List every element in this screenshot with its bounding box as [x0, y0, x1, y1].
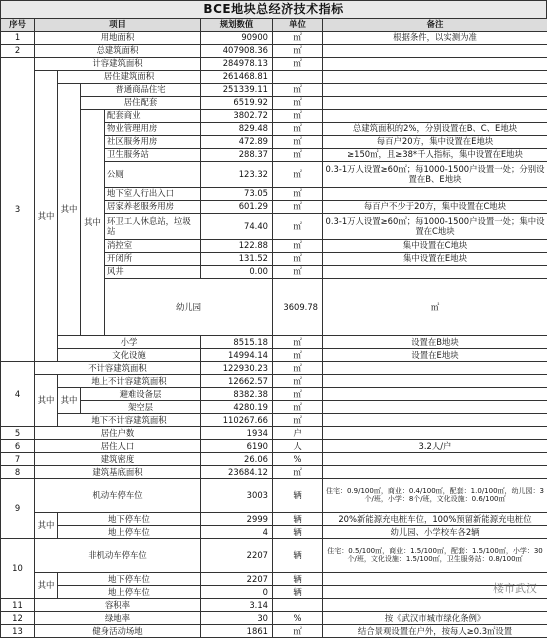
value-cell: 1861: [201, 625, 273, 638]
value-cell: 90900: [201, 32, 273, 45]
item-cell: 居住人口: [35, 440, 201, 453]
note-cell: [323, 453, 547, 466]
item-cell: 不计容建筑面积: [35, 362, 201, 375]
unit-cell: 辆: [273, 539, 323, 573]
value-cell: 6190: [201, 440, 273, 453]
item-cell: 地上停车位: [58, 526, 201, 539]
unit-cell: ㎡: [273, 362, 323, 375]
seq-cell: 6: [1, 440, 35, 453]
value-cell: 0.00: [201, 266, 273, 279]
item-cell: 绿地率: [35, 612, 201, 625]
unit-cell: ㎡: [323, 279, 547, 336]
note-cell: 结合景观设置在户外，按每人≥0.3㎡设置: [323, 625, 547, 638]
unit-cell: ㎡: [273, 266, 323, 279]
note-cell: [323, 427, 547, 440]
note-cell: [323, 414, 547, 427]
unit-cell: ㎡: [273, 401, 323, 414]
value-cell: 6519.92: [201, 97, 273, 110]
unit-cell: ㎡: [273, 162, 323, 188]
qizhong-label: 其中: [35, 513, 58, 539]
item-cell: 地上停车位: [58, 586, 201, 599]
value-cell: 30: [201, 612, 273, 625]
value-cell: 122930.23: [201, 362, 273, 375]
item-cell: 地上不计容建筑面积: [58, 375, 201, 388]
item-cell: 避难设备层: [81, 388, 201, 401]
qizhong-label: 其中: [81, 110, 105, 336]
note-cell: 0.3-1万人设置≥60㎡；每1000-1500户设置一处；分别设置在B、E地块: [323, 162, 547, 188]
value-cell: 2999: [201, 513, 273, 526]
item-cell: 居住建筑面积: [58, 71, 201, 84]
unit-cell: 人: [273, 440, 323, 453]
item-cell: 容积率: [35, 599, 201, 612]
value-cell: 407908.36: [201, 45, 273, 58]
value-cell: 829.48: [201, 123, 273, 136]
item-cell: 用地面积: [35, 32, 201, 45]
qizhong-label: 其中: [35, 375, 58, 427]
unit-cell: ㎡: [273, 201, 323, 214]
header-unit: 单位: [273, 19, 323, 32]
value-cell: 2207: [201, 539, 273, 573]
unit-cell: ㎡: [273, 123, 323, 136]
value-cell: 284978.13: [201, 58, 273, 71]
item-cell: 居住配套: [81, 97, 201, 110]
value-cell: 601.29: [201, 201, 273, 214]
value-cell: 14994.14: [201, 349, 273, 362]
value-cell: 0: [201, 586, 273, 599]
note-cell: 根据条件，以实测为准: [323, 32, 547, 45]
note-cell: [323, 388, 547, 401]
value-cell: 3802.72: [201, 110, 273, 123]
unit-cell: ㎡: [273, 136, 323, 149]
unit-cell: ㎡: [273, 388, 323, 401]
value-cell: 3003: [201, 479, 273, 513]
note-cell: [323, 97, 547, 110]
qizhong-label: 其中: [58, 84, 81, 336]
seq-cell: 2: [1, 45, 35, 58]
note-cell: 住宅：0.5/100㎡，商业：1.5/100㎡，配套：1.5/100㎡，小学：30个/班，文化设施：1.5/100㎡，卫生服务站：0.8/100㎡: [323, 539, 547, 573]
item-cell: 文化设施: [58, 349, 201, 362]
note-cell: 20%新能源充电桩车位，100%预留新能源充电桩位: [323, 513, 547, 526]
unit-cell: 辆: [273, 513, 323, 526]
item-cell: 地下停车位: [58, 573, 201, 586]
value-cell: 261468.81: [201, 71, 273, 84]
item-cell: 风井: [105, 266, 201, 279]
seq-cell: 10: [1, 539, 35, 599]
item-cell: 消控室: [105, 240, 201, 253]
value-cell: 1934: [201, 427, 273, 440]
item-cell: 居住户数: [35, 427, 201, 440]
header-item: 项目: [35, 19, 201, 32]
seq-cell: 13: [1, 625, 35, 638]
unit-cell: ㎡: [273, 253, 323, 266]
unit-cell: ㎡: [273, 414, 323, 427]
item-cell: 架空层: [81, 401, 201, 414]
unit-cell: %: [273, 453, 323, 466]
unit-cell: 户: [273, 427, 323, 440]
unit-cell: 辆: [273, 526, 323, 539]
note-cell: 按《武汉市城市绿化条例》: [323, 612, 547, 625]
item-cell: 卫生服务站: [105, 149, 201, 162]
item-cell: 幼儿园: [105, 279, 273, 336]
note-cell: 集中设置在C地块: [323, 240, 547, 253]
unit-cell: %: [273, 612, 323, 625]
note-cell: [323, 375, 547, 388]
qizhong-label: 其中: [35, 71, 58, 362]
note-cell: 住宅：0.9/100㎡，商业：0.4/100㎡，配套：1.0/100㎡，幼儿园：3个/班，小学：8个/班，文化设施：0.6/100㎡: [323, 479, 547, 513]
unit-cell: 辆: [273, 479, 323, 513]
note-cell: 3.2人/户: [323, 440, 547, 453]
item-cell: 普通商品住宅: [81, 84, 201, 97]
value-cell: 131.52: [201, 253, 273, 266]
unit-cell: ㎡: [273, 58, 323, 71]
watermark: 楼市武汉: [493, 580, 537, 596]
note-cell: 设置在E地块: [323, 349, 547, 362]
note-cell: [323, 599, 547, 612]
value-cell: 3.14: [201, 599, 273, 612]
item-cell: 非机动车停车位: [35, 539, 201, 573]
note-cell: 每百户20方，集中设置在E地块: [323, 136, 547, 149]
header-note: 备注: [323, 19, 547, 32]
value-cell: 2207: [201, 573, 273, 586]
item-cell: 建筑密度: [35, 453, 201, 466]
unit-cell: ㎡: [273, 466, 323, 479]
note-cell: [323, 188, 547, 201]
item-cell: 健身活动场地: [35, 625, 201, 638]
item-cell: 公厕: [105, 162, 201, 188]
item-cell: 建筑基底面积: [35, 466, 201, 479]
note-cell: [323, 84, 547, 97]
value-cell: 4: [201, 526, 273, 539]
unit-cell: ㎡: [273, 149, 323, 162]
value-cell: 288.37: [201, 149, 273, 162]
note-cell: ≥150㎡，且≥38*千人指标，集中设置在E地块: [323, 149, 547, 162]
value-cell: 26.06: [201, 453, 273, 466]
item-cell: 配套商业: [105, 110, 201, 123]
value-cell: 74.40: [201, 214, 273, 240]
unit-cell: ㎡: [273, 32, 323, 45]
value-cell: 123.32: [201, 162, 273, 188]
value-cell: 251339.11: [201, 84, 273, 97]
value-cell: 23684.12: [201, 466, 273, 479]
unit-cell: ㎡: [273, 188, 323, 201]
unit-cell: [273, 71, 323, 84]
note-cell: 每百户不少于20方，集中设置在C地块: [323, 201, 547, 214]
note-cell: [323, 58, 547, 71]
value-cell: 73.05: [201, 188, 273, 201]
value-cell: 472.89: [201, 136, 273, 149]
value-cell: 12662.57: [201, 375, 273, 388]
unit-cell: ㎡: [273, 45, 323, 58]
note-cell: 集中设置在E地块: [323, 253, 547, 266]
table-title: BCE地块总经济技术指标: [0, 0, 547, 18]
value-cell: 3609.78: [273, 279, 323, 336]
item-cell: 居家养老服务用房: [105, 201, 201, 214]
note-cell: [323, 362, 547, 375]
unit-cell: ㎡: [273, 625, 323, 638]
item-cell: 机动车停车位: [35, 479, 201, 513]
seq-cell: 4: [1, 362, 35, 427]
item-cell: 地下室人行出入口: [105, 188, 201, 201]
note-cell: [323, 266, 547, 279]
unit-cell: 辆: [273, 573, 323, 586]
value-cell: 122.88: [201, 240, 273, 253]
unit-cell: ㎡: [273, 336, 323, 349]
qizhong-label: 其中: [58, 388, 81, 414]
seq-cell: 5: [1, 427, 35, 440]
note-cell: 设置在B地块: [323, 336, 547, 349]
note-cell: 总建筑面积的2%，分别设置在B、C、E地块: [323, 123, 547, 136]
value-cell: 110267.66: [201, 414, 273, 427]
seq-cell: 9: [1, 479, 35, 539]
value-cell: 4280.19: [201, 401, 273, 414]
note-cell: [323, 71, 547, 84]
item-cell: 总建筑面积: [35, 45, 201, 58]
item-cell: 地下不计容建筑面积: [58, 414, 201, 427]
unit-cell: [273, 599, 323, 612]
unit-cell: ㎡: [273, 349, 323, 362]
seq-cell: 1: [1, 32, 35, 45]
note-cell: [323, 45, 547, 58]
qizhong-label: 其中: [35, 573, 58, 599]
unit-cell: ㎡: [273, 240, 323, 253]
item-cell: 开闭所: [105, 253, 201, 266]
item-cell: 物业管理用房: [105, 123, 201, 136]
item-cell: 环卫工人休息站，垃圾站: [105, 214, 201, 240]
seq-cell: 12: [1, 612, 35, 625]
unit-cell: ㎡: [273, 97, 323, 110]
seq-cell: 11: [1, 599, 35, 612]
unit-cell: ㎡: [273, 375, 323, 388]
note-cell: 0.3-1万人设置≥60㎡；每1000-1500户设置一处；集中设置在C地块: [323, 214, 547, 240]
unit-cell: ㎡: [273, 110, 323, 123]
note-cell: [323, 110, 547, 123]
note-cell: [323, 466, 547, 479]
seq-cell: 8: [1, 466, 35, 479]
seq-cell: 7: [1, 453, 35, 466]
unit-cell: ㎡: [273, 84, 323, 97]
indicator-table: [0, 18, 547, 638]
item-cell: 计容建筑面积: [35, 58, 201, 71]
value-cell: 8515.18: [201, 336, 273, 349]
item-cell: 社区服务用房: [105, 136, 201, 149]
note-cell: 幼儿园、小学校车各2辆: [323, 526, 547, 539]
seq-cell: 3: [1, 58, 35, 362]
item-cell: 小学: [58, 336, 201, 349]
unit-cell: ㎡: [273, 214, 323, 240]
note-cell: [323, 401, 547, 414]
unit-cell: 辆: [273, 586, 323, 599]
value-cell: 8382.38: [201, 388, 273, 401]
header-seq: 序号: [1, 19, 35, 32]
item-cell: 地下停车位: [58, 513, 201, 526]
header-value: 规划数值: [201, 19, 273, 32]
